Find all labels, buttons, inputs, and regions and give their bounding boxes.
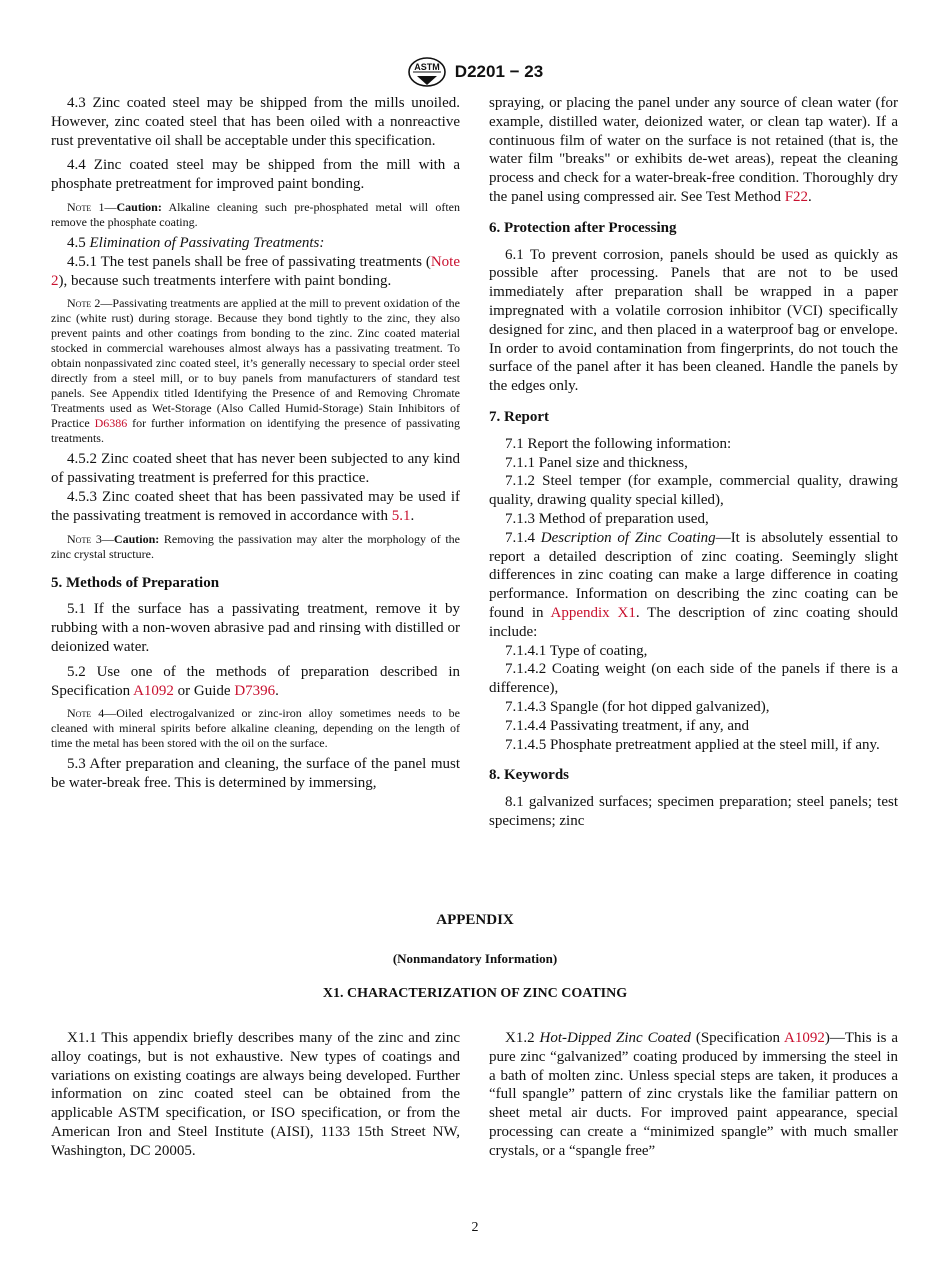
text: 4.5.3 Zinc coated sheet that has been passivated may be used if the passivating treatment is removed in accordance with — [51, 488, 460, 524]
right-column — [489, 94, 898, 831]
text: . — [275, 682, 279, 699]
section-5-1-link[interactable]: 5.1 — [391, 507, 411, 524]
text: —It is absolutely essential to report a detailed description of zinc coating. Seemingly slight differences in zinc coating can make a large difference in coating performance. Information on describing the zinc coating can be found in — [489, 529, 899, 621]
section-7-1-4-3: 7.1.4.3 Spangle (for hot dipped galvanized), — [505, 698, 770, 715]
heading-section-5: 5. Methods of Preparation — [51, 574, 220, 591]
section-title: Hot-Dipped Zinc Coated — [539, 1030, 691, 1046]
section-6-1: 6.1 To prevent corrosion, panels should be used as quickly as possible after processing. Panels that are not to be used immediately after preparation shall be wrapped in a paper impregnated with a volatile corrosion inhibitor (VCI) specifically designed for zinc, and then placed in a waterproof bag or envelope. In order to avoid contamination from fingerprints, do not touch the surface of the panel after it has been cleaned. Handle the panels by the edges only. — [489, 246, 898, 395]
note-text: Passivating treatments are applied at the mill to prevent oxidation of the zinc (white rust) during storage. Because they bond tightly to the zinc, they also prevent paints and other coatings from bonding to the zinc. Zinc coated material stocked in commercial warehouses almost always has a passivating treatment. To obtain nonpassivated zinc coated steel, it’s generally necessary to special order steel directly from a steel mill, or to buy panels from manufacturers of standard test panels. See Appendix titled Identifying the Presence of and Removing Chromate Treatments used as Wet-Storage (Also Called Humid-Storage) Stain Inhibitors of Practice — [51, 296, 460, 431]
section-number: 4.5 — [67, 234, 90, 251]
note-1 — [51, 200, 460, 230]
section-4-3: 4.3 Zinc coated steel may be shipped from the mills unoiled. However, zinc coated steel that has been oiled with a nonreactive rust preventative oil shall be acceptable under this specification. — [51, 95, 460, 149]
note-label: Note 4— — [67, 706, 117, 721]
section-title: Description of Zinc Coating — [540, 529, 716, 546]
section-7-1-4-4: 7.1.4.4 Passivating treatment, if any, and — [505, 717, 749, 734]
note-3 — [51, 532, 460, 562]
a1092-link[interactable]: A1092 — [133, 682, 174, 699]
note-label: Note 3— — [67, 531, 114, 546]
text: ), because such treatments interfere with paint bonding. — [58, 272, 392, 289]
appendix-x1-link[interactable]: Appendix X1 — [550, 604, 636, 621]
d7396-link[interactable]: D7396 — [234, 682, 276, 699]
heading-section-8: 8. Keywords — [489, 767, 569, 784]
appendix-x1-title: X1. CHARACTERIZATION OF ZINC COATING — [322, 986, 628, 1001]
section-7-1-4-2: 7.1.4.2 Coating weight (on each side of the panels if there is a difference), — [489, 661, 898, 697]
appendix-title: APPENDIX — [436, 912, 514, 928]
heading-section-6: 6. Protection after Processing — [489, 219, 677, 236]
page-header — [0, 56, 950, 88]
text: spraying, or placing the panel under any source of clean water (for example, distilled water, deionized water, or clean tap water). If a continuous film of water on the surface is not retained (that is, the water film "breaks" or exhibits de-wet areas), repeat the cleaning process and check for a water-break-free condition. Thoroughly dry the panel using compressed air. See Test Method — [489, 95, 898, 205]
section-5-2 — [51, 663, 460, 701]
text: 5.2 Use one of the methods of preparation described in Specification — [51, 663, 460, 699]
section-x1-1: X1.1 This appendix briefly describes many of the zinc and zinc alloy coatings, but is not exhaustive. New types of coatings and variations on existing coatings are always being developed. Further information on zinc coated steel can be obtained from the applicable ASTM specification, or ISO specification, or from the American Iron and Steel Institute (AISI), 1133 15th Street NW, Washington, DC 20005. — [51, 1030, 460, 1159]
note-4 — [51, 706, 460, 751]
note-2-link[interactable]: Note 2 — [51, 253, 460, 289]
caution-label: Caution: — [116, 199, 162, 214]
note-text: Removing the passivation may alter the morphology of the zinc crystal structure. — [51, 531, 461, 561]
section-8-1: 8.1 galvanized surfaces; specimen preparation; steel panels; test specimens; zinc — [489, 794, 898, 829]
text: )—This is a pure zinc “galvanized” coating produced by immersing the steel in a bath of molten zinc. Unless special steps are taken, it produces a “full spangle” pattern of zinc crystals like the familiar pattern on sheet metal air ducts. For improved paint appearance, special processing can create a “minimized spangle” with much smaller crystals, or a “spangle free” — [489, 1030, 899, 1159]
appendix-right-column — [489, 1029, 898, 1161]
section-5-1: 5.1 If the surface has a passivating treatment, remove it by rubbing with a non-woven abrasive pad and rinsing with distilled or deionized water. — [51, 601, 460, 655]
note-text: Alkaline cleaning such pre-phosphated metal will often remove the phosphate coating. — [51, 199, 460, 229]
text: . The description of zinc coating should include: — [489, 604, 898, 640]
section-7-1-4 — [489, 529, 898, 642]
section-7-1: 7.1 Report the following information: — [505, 435, 732, 452]
logo-text: ASTM — [414, 62, 440, 72]
section-x1-2 — [489, 1029, 898, 1161]
section-7-1-2: 7.1.2 Steel temper (for example, commercial quality, drawing quality, drawing quality special killed), — [489, 473, 898, 509]
caution-label: Caution: — [113, 531, 160, 546]
section-7-1-4-5: 7.1.4.5 Phosphate pretreatment applied at the steel mill, if any. — [505, 736, 880, 753]
note-2 — [51, 296, 460, 446]
text: (Specification — [690, 1030, 785, 1046]
section-title: Elimination of Passivating Treatments: — [89, 234, 325, 251]
section-5-3: 5.3 After preparation and cleaning, the surface of the panel must be water-break free. This is determined by immersing, — [51, 756, 460, 792]
section-4-5-3 — [51, 488, 460, 526]
appendix-left-column — [51, 1029, 460, 1161]
text: or Guide — [173, 682, 235, 699]
d6386-link[interactable]: D6386 — [94, 416, 128, 431]
text: . — [410, 507, 415, 524]
section-4-5 — [51, 234, 460, 253]
section-4-4: 4.4 Zinc coated steel may be shipped from the mill with a phosphate pretreatment for improved paint bonding. — [51, 157, 460, 193]
document-id: D2201 − 23 — [454, 62, 544, 81]
note-text: for further information on identifying the presence of passivating treatments. — [51, 416, 460, 446]
note-label: Note 1— — [67, 199, 117, 214]
heading-section-7: 7. Report — [489, 408, 549, 425]
section-7-1-1: 7.1.1 Panel size and thickness, — [505, 454, 688, 471]
page-number: 2 — [471, 1220, 479, 1235]
section-7-1-4-1: 7.1.4.1 Type of coating, — [505, 642, 648, 659]
section-4-5-1 — [51, 253, 460, 291]
text: 4.5.1 The test panels shall be free of passivating treatments ( — [67, 253, 431, 270]
note-label: Note 2— — [67, 296, 113, 311]
text: . — [808, 188, 812, 205]
note-text: Oiled electrogalvanized or zinc-iron alloy sometimes needs to be cleaned with mineral spirits before alkaline cleaning, depending on the length of time the metal has been stored with the oil on the surface. — [51, 706, 461, 751]
astm-logo-icon — [407, 56, 447, 88]
section-7-1-3: 7.1.3 Method of preparation used, — [505, 510, 709, 527]
f22-link[interactable]: F22 — [784, 188, 809, 205]
section-number: X1.2 — [505, 1030, 540, 1046]
section-5-3-continued — [489, 94, 898, 207]
a1092-link[interactable]: A1092 — [784, 1030, 825, 1046]
left-column — [51, 94, 460, 793]
section-number: 7.1.4 — [505, 529, 541, 546]
section-4-5-2: 4.5.2 Zinc coated sheet that has never been subjected to any kind of passivating treatment is preferred for this practice. — [51, 451, 460, 487]
appendix-subtitle: (Nonmandatory Information) — [392, 951, 558, 966]
